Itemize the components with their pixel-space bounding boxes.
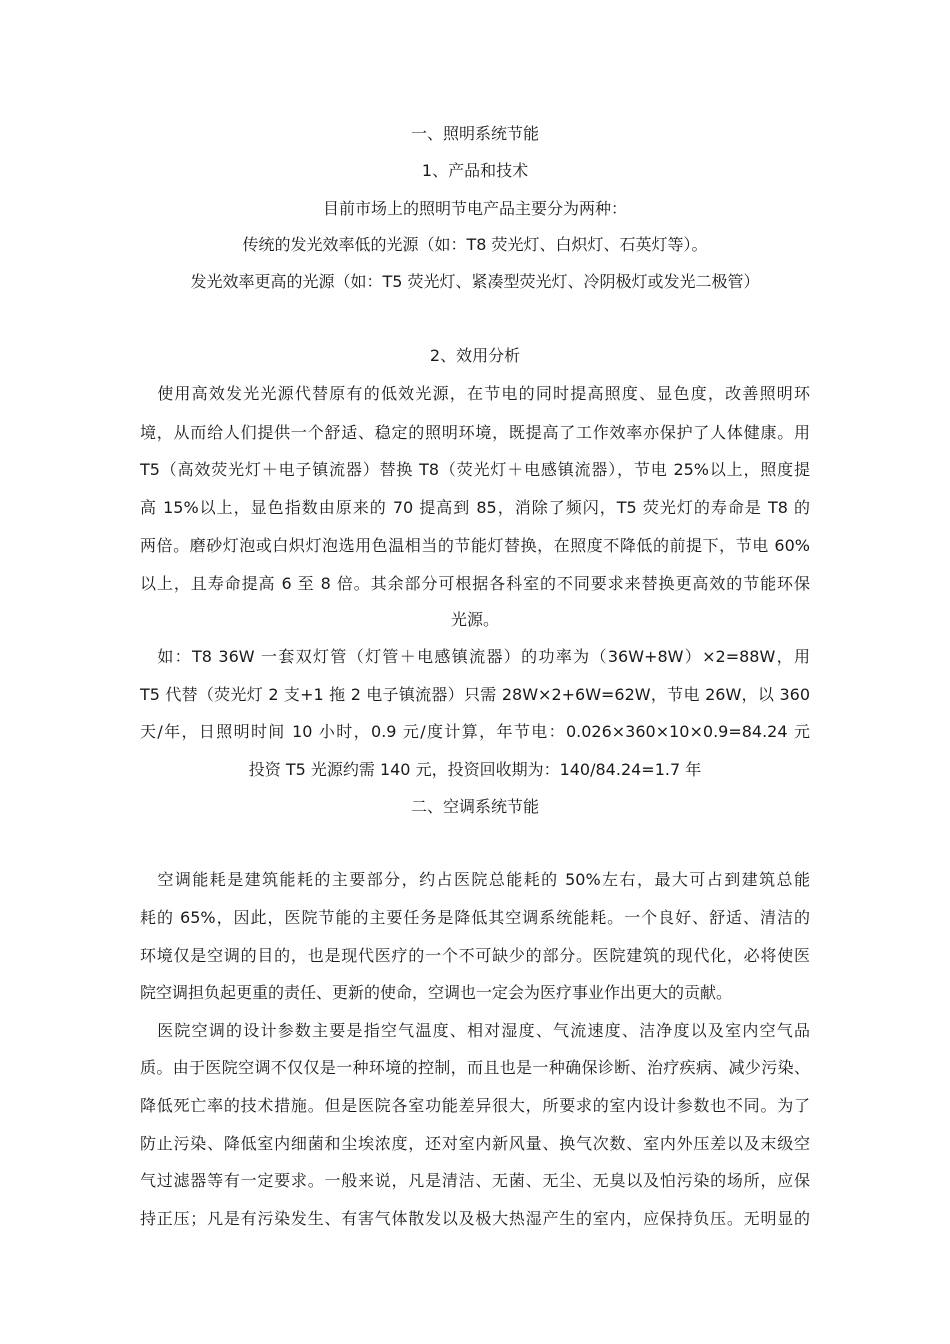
section1-title: 一、照明系统节能 [410, 124, 539, 143]
paragraph-last-line: 院空调担负起更重的责任、更新的使命，空调也一定会为医疗事业作出更大的贡献。 [140, 983, 733, 1002]
paragraph-line: 持正压；凡是有污染发生、有害气体散发以及极大热湿产生的室内，应保持负压。无明显的 [140, 1209, 810, 1228]
products-intro: 目前市场上的照明节电产品主要分为两种： [322, 199, 627, 218]
paragraph-last-line: 光源。 [450, 610, 499, 629]
paragraph-line: 质。由于医院空调不仅仅是一种环境的控制，而且也是一种确保诊断、治疗疾病、减少污染、 [140, 1058, 810, 1077]
paragraph-line: 医院空调的设计参数主要是指空气温度、相对湿度、气流速度、洁净度以及室内空气品 [140, 1021, 810, 1040]
product-type-traditional: 传统的发光效率低的光源（如：T8 荧光灯、白炽灯、石英灯等）。 [242, 235, 708, 254]
product-type-efficient: 发光效率更高的光源（如：T5 荧光灯、紧凑型荧光灯、冷阴极灯或发光二极管） [190, 272, 760, 291]
subsection-analysis-title: 2、效用分析 [429, 346, 521, 365]
paragraph-line: 防止污染、降低室内细菌和尘埃浓度，还对室内新风量、换气次数、室内外压差以及末级空 [140, 1134, 810, 1153]
paragraph-line: 如：T8 36W 一套双灯管（灯管＋电感镇流器）的功率为（36W+8W）×2=88W，用 [140, 647, 810, 666]
paragraph-line: 空调能耗是建筑能耗的主要部分，约占医院总能耗的 50%左右，最大可占到建筑总能 [140, 870, 810, 889]
paragraph-line: 以上，且寿命提高 6 至 8 倍。其余部分可根据各科室的不同要求来替换更高效的节能环保 [140, 574, 810, 593]
paragraph-line: 天/年，日照明时间 10 小时，0.9 元/度计算，年节电：0.026×360×10×0.9=84.24 元 [140, 722, 810, 741]
subsection-products-title: 1、产品和技术 [421, 161, 529, 180]
paragraph-line: 耗的 65%，因此，医院节能的主要任务是降低其空调系统能耗。一个良好、舒适、清洁的 [140, 908, 810, 927]
paragraph-line: 气过滤器等有一定要求。一般来说，凡是清洁、无菌、无尘、无臭以及怕污染的场所，应保 [140, 1171, 810, 1190]
paragraph-last-line: 投资 T5 光源约需 140 元，投资回收期为：140/84.24=1.7 年 [248, 760, 702, 779]
section2-title: 二、空调系统节能 [410, 797, 539, 816]
paragraph-line: 降低死亡率的技术措施。但是医院各室功能差异很大，所要求的室内设计参数也不同。为了 [140, 1096, 810, 1115]
paragraph-line: T5（高效荧光灯＋电子镇流器）替换 T8（荧光灯＋电感镇流器），节电 25%以上，照度提 [140, 460, 810, 479]
paragraph-line: 环境仅是空调的目的，也是现代医疗的一个不可缺少的部分。医院建筑的现代化，必将使医 [140, 946, 810, 965]
paragraph-line: 高 15%以上，显色指数由原来的 70 提高到 85，消除了频闪，T5 荧光灯的寿命是 T8 的 [140, 498, 810, 517]
paragraph-line: T5 代替（荧光灯 2 支+1 拖 2 电子镇流器）只需 28W×2+6W=62W，节电 26W，以 360 [140, 685, 810, 704]
paragraph-line: 两倍。磨砂灯泡或白炽灯泡选用色温相当的节能灯替换，在照度不降低的前提下，节电 60% [140, 536, 810, 555]
paragraph-line: 使用高效发光光源代替原有的低效光源，在节电的同时提高照度、显色度，改善照明环 [140, 384, 810, 403]
paragraph-line: 境，从而给人们提供一个舒适、稳定的照明环境，既提高了工作效率亦保护了人体健康。用 [140, 423, 810, 442]
